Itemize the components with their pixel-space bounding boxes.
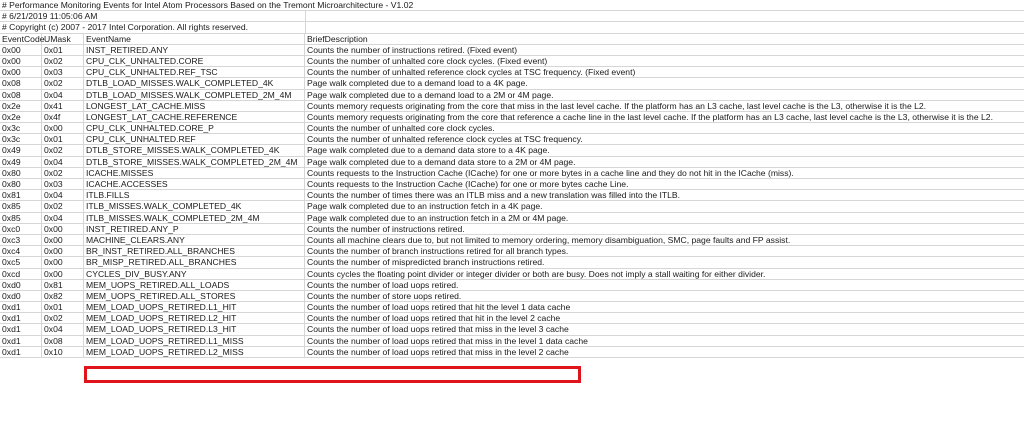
header-line-1[interactable] [0,0,1024,11]
cell-description[interactable]: Counts memory requests originating from the core that miss in the last level cache. If the platform has an L3 cache, last level cache is the L3, otherwise it is the L2. [307,100,927,111]
cell-eventcode[interactable]: 0x49 [0,145,42,155]
table-row [0,269,1024,280]
header-text: # Performance Monitoring Events for Intel Atom Processors Based on the Tremont Microarchitecture - V1.02 [2,0,414,10]
cell-umask[interactable]: 0x10 [42,347,84,357]
table-row [0,168,1024,179]
cell-eventcode[interactable]: 0xd0 [0,280,42,290]
table-row [0,90,1024,101]
cell-eventcode[interactable]: 0xc3 [0,235,42,245]
cell-umask[interactable]: 0x02 [42,201,84,211]
table-row [0,291,1024,302]
cell-description[interactable]: Page walk completed due to a demand data store to a 2M or 4M page. [307,156,576,167]
cell-umask[interactable]: 0x02 [42,168,84,178]
table-row [0,235,1024,246]
cell-eventcode[interactable]: 0x3c [0,123,42,133]
table-row [0,45,1024,56]
cell-description[interactable]: Counts the number of unhalted reference clock cycles at TSC frequency. [307,134,583,145]
cell-umask[interactable]: 0x41 [42,101,84,111]
table-row [0,246,1024,257]
cell-eventcode[interactable]: 0x08 [0,78,42,88]
cell-description[interactable]: Counts the number of unhalted reference clock cycles at TSC frequency. (Fixed event) [307,67,636,78]
table-row [0,213,1024,224]
cell-umask[interactable]: 0x00 [42,224,84,234]
table-row [0,224,1024,235]
cell-eventcode[interactable]: 0xd1 [0,324,42,334]
cell-umask[interactable]: 0x02 [42,56,84,66]
table-row [0,324,1024,335]
cell-description[interactable]: Counts the number of mispredicted branch instructions retired. [307,257,545,268]
cell-eventname[interactable]: ITLB_MISSES.WALK_COMPLETED_2M_4M [84,213,305,223]
cell-eventname[interactable]: MEM_LOAD_UOPS_RETIRED.L2_MISS [84,347,305,357]
table-row [0,302,1024,313]
cell-eventname[interactable]: MEM_LOAD_UOPS_RETIRED.L1_HIT [84,302,305,312]
table-row [0,78,1024,89]
cell-eventcode[interactable]: 0x00 [0,56,42,66]
cell-eventname[interactable]: DTLB_LOAD_MISSES.WALK_COMPLETED_4K [84,78,305,88]
cell-eventcode[interactable]: 0x80 [0,168,42,178]
cell-description[interactable]: Counts the number of load uops retired. [307,279,459,290]
cell-eventcode[interactable]: 0xd1 [0,347,42,357]
cell-eventcode[interactable]: 0xd1 [0,302,42,312]
cell-description[interactable]: Counts the number of instructions retired. [307,223,465,234]
cell-eventname[interactable]: MEM_LOAD_UOPS_RETIRED.L1_MISS [84,336,305,346]
cell-umask[interactable]: 0x01 [42,134,84,144]
header-text: # Copyright (c) 2007 - 2017 Intel Corporation. All rights reserved. [2,22,248,33]
cell-eventcode[interactable]: 0xcd [0,269,42,279]
cell-eventcode[interactable]: 0x00 [0,67,42,77]
cell-description[interactable]: Counts the number of branch instructions retired for all branch types. [307,246,569,257]
table-row [0,257,1024,268]
table-row [0,123,1024,134]
table-row [0,190,1024,201]
cell-eventname[interactable]: CPU_CLK_UNHALTED.CORE [84,56,305,66]
cell-eventcode[interactable]: 0x85 [0,201,42,211]
cell-description[interactable]: Counts requests to the Instruction Cache (ICache) for one or more bytes in a cache line and they do not hit in the ICache (miss). [307,167,794,178]
table-row [0,280,1024,291]
cell-umask[interactable]: 0x00 [42,246,84,256]
cell-eventcode[interactable]: 0xc0 [0,224,42,234]
cell-eventcode[interactable]: 0x2e [0,101,42,111]
cell-eventname[interactable]: INST_RETIRED.ANY [84,45,305,55]
table-row [0,134,1024,145]
cell-description[interactable]: Page walk completed due to a demand load to a 4K page. [307,78,528,89]
cell-eventname[interactable]: DTLB_STORE_MISSES.WALK_COMPLETED_2M_4M [84,157,305,167]
cell-eventcode[interactable]: 0xd0 [0,291,42,301]
cell-eventname[interactable]: ITLB.FILLS [84,190,305,200]
cell-description[interactable]: Counts the number of instructions retired. (Fixed event) [307,44,518,55]
cell-umask[interactable]: 0x02 [42,78,84,88]
header-line-3[interactable] [0,22,1024,33]
cell-description[interactable]: Counts the number of load uops retired that miss in the level 2 cache [307,346,569,357]
cell-eventcode[interactable]: 0x85 [0,213,42,223]
cell-eventname[interactable]: CPU_CLK_UNHALTED.REF_TSC [84,67,305,77]
cell-description[interactable]: Counts the number of load uops retired that miss in the level 1 data cache [307,335,588,346]
cell-eventname[interactable]: BR_MISP_RETIRED.ALL_BRANCHES [84,257,305,267]
cell-description[interactable]: Counts the number of unhalted core clock cycles. (Fixed event) [307,55,548,66]
cell-description[interactable]: Page walk completed due to an instruction fetch in a 2M or 4M page. [307,212,569,223]
table-row [0,347,1024,358]
cell-description[interactable]: Page walk completed due to a demand load to a 2M or 4M page. [307,89,554,100]
cell-eventname[interactable]: ICACHE.ACCESSES [84,179,305,189]
cell-umask[interactable]: 0x04 [42,213,84,223]
cell-eventname[interactable]: LONGEST_LAT_CACHE.REFERENCE [84,112,305,122]
cell-description[interactable]: Counts the number of load uops retired that hit the level 1 data cache [307,302,571,313]
cell-description[interactable]: Counts the number of load uops retired that hit in the level 2 cache [307,313,561,324]
table-row [0,67,1024,78]
cell-eventname[interactable]: MEM_LOAD_UOPS_RETIRED.L3_HIT [84,324,305,334]
cell-eventname[interactable]: MEM_UOPS_RETIRED.ALL_STORES [84,291,305,301]
table-row [0,157,1024,168]
cell-umask[interactable]: 0x00 [42,235,84,245]
cell-description[interactable]: Counts the number of unhalted core clock cycles. [307,123,495,134]
table-row [0,313,1024,324]
cell-umask[interactable]: 0x01 [42,45,84,55]
column-header-eventcode[interactable]: EventCode [2,33,45,44]
cell-eventname[interactable]: ICACHE.MISSES [84,168,305,178]
cell-umask[interactable]: 0x08 [42,336,84,346]
cell-description[interactable]: Counts the number of store uops retired. [307,290,462,301]
cell-eventname[interactable]: ITLB_MISSES.WALK_COMPLETED_4K [84,201,305,211]
cell-umask[interactable]: 0x03 [42,67,84,77]
table-body [0,45,1024,358]
header-text: # 6/21/2019 11:05:06 AM [2,11,98,22]
table-row [0,145,1024,156]
cell-divider [305,11,306,21]
cell-umask[interactable]: 0x00 [42,269,84,279]
cell-umask[interactable]: 0x00 [42,257,84,267]
cell-eventcode[interactable]: 0xd1 [0,313,42,323]
cell-umask[interactable]: 0x82 [42,291,84,301]
table-row [0,179,1024,190]
cell-umask[interactable]: 0x03 [42,179,84,189]
cell-eventcode[interactable]: 0x3c [0,134,42,144]
cell-eventname[interactable]: CYCLES_DIV_BUSY.ANY [84,269,305,279]
cell-description[interactable]: Counts memory requests originating from the core that reference a cache line in the last level cache. If the platform has an L3 cache, last level cache is the L3, otherwise it is the L2. [307,111,993,122]
column-header-row [0,34,1024,45]
cell-eventname[interactable]: CPU_CLK_UNHALTED.CORE_P [84,123,305,133]
cell-eventcode[interactable]: 0xd1 [0,336,42,346]
cell-umask[interactable]: 0x04 [42,90,84,100]
cell-umask[interactable]: 0x01 [42,302,84,312]
cell-eventname[interactable]: MEM_UOPS_RETIRED.ALL_LOADS [84,280,305,290]
table-row [0,336,1024,347]
cell-eventname[interactable]: INST_RETIRED.ANY_P [84,224,305,234]
cell-description[interactable]: Counts the number of load uops retired that miss in the level 3 cache [307,324,569,335]
cell-umask[interactable]: 0x02 [42,145,84,155]
header-line-2[interactable] [0,11,1024,22]
column-header-umask[interactable]: UMask [42,34,84,44]
cell-description[interactable]: Counts all machine clears due to, but not limited to memory ordering, memory disambiguation, SMC, page faults and FP assist. [307,234,791,245]
cell-eventcode[interactable]: 0x00 [0,45,42,55]
cell-eventname[interactable]: CPU_CLK_UNHALTED.REF [84,134,305,144]
cell-divider [305,22,306,32]
cell-eventcode[interactable]: 0x80 [0,179,42,189]
cell-umask[interactable]: 0x04 [42,157,84,167]
column-header-briefdescription[interactable]: BriefDescription [307,33,368,44]
table-row [0,56,1024,67]
cell-eventname[interactable]: LONGEST_LAT_CACHE.MISS [84,101,305,111]
highlight-box [84,366,581,383]
cell-eventcode[interactable]: 0xc4 [0,246,42,256]
table-row [0,112,1024,123]
cell-eventcode[interactable]: 0xc5 [0,257,42,267]
cell-eventcode[interactable]: 0x2e [0,112,42,122]
cell-umask[interactable]: 0x04 [42,190,84,200]
cell-eventname[interactable]: MACHINE_CLEARS.ANY [84,235,305,245]
cell-description[interactable]: Page walk completed due to an instruction fetch in a 4K page. [307,201,543,212]
cell-umask[interactable]: 0x81 [42,280,84,290]
column-header-eventname[interactable]: EventName [84,34,305,44]
cell-eventname[interactable]: MEM_LOAD_UOPS_RETIRED.L2_HIT [84,313,305,323]
cell-eventcode[interactable]: 0x08 [0,90,42,100]
cell-umask[interactable]: 0x04 [42,324,84,334]
cell-description[interactable]: Page walk completed due to a demand data store to a 4K page. [307,145,550,156]
cell-eventname[interactable]: DTLB_LOAD_MISSES.WALK_COMPLETED_2M_4M [84,90,305,100]
table-row [0,201,1024,212]
cell-eventcode[interactable]: 0x49 [0,157,42,167]
cell-umask[interactable]: 0x4f [42,112,84,122]
cell-umask[interactable]: 0x00 [42,123,84,133]
table-row [0,101,1024,112]
cell-eventname[interactable]: DTLB_STORE_MISSES.WALK_COMPLETED_4K [84,145,305,155]
cell-eventcode[interactable]: 0x81 [0,190,42,200]
cell-description[interactable]: Counts requests to the Instruction Cache (ICache) for one or more bytes cache Line. [307,179,629,189]
cell-description[interactable]: Counts the number of times there was an ITLB miss and a new translation was filled into the ITLB. [307,190,681,201]
cell-eventname[interactable]: BR_INST_RETIRED.ALL_BRANCHES [84,246,305,256]
cell-umask[interactable]: 0x02 [42,313,84,323]
cell-description[interactable]: Counts cycles the floating point divider or integer divider or both are busy. Does not imply a stall waiting for either divider. [307,268,766,279]
